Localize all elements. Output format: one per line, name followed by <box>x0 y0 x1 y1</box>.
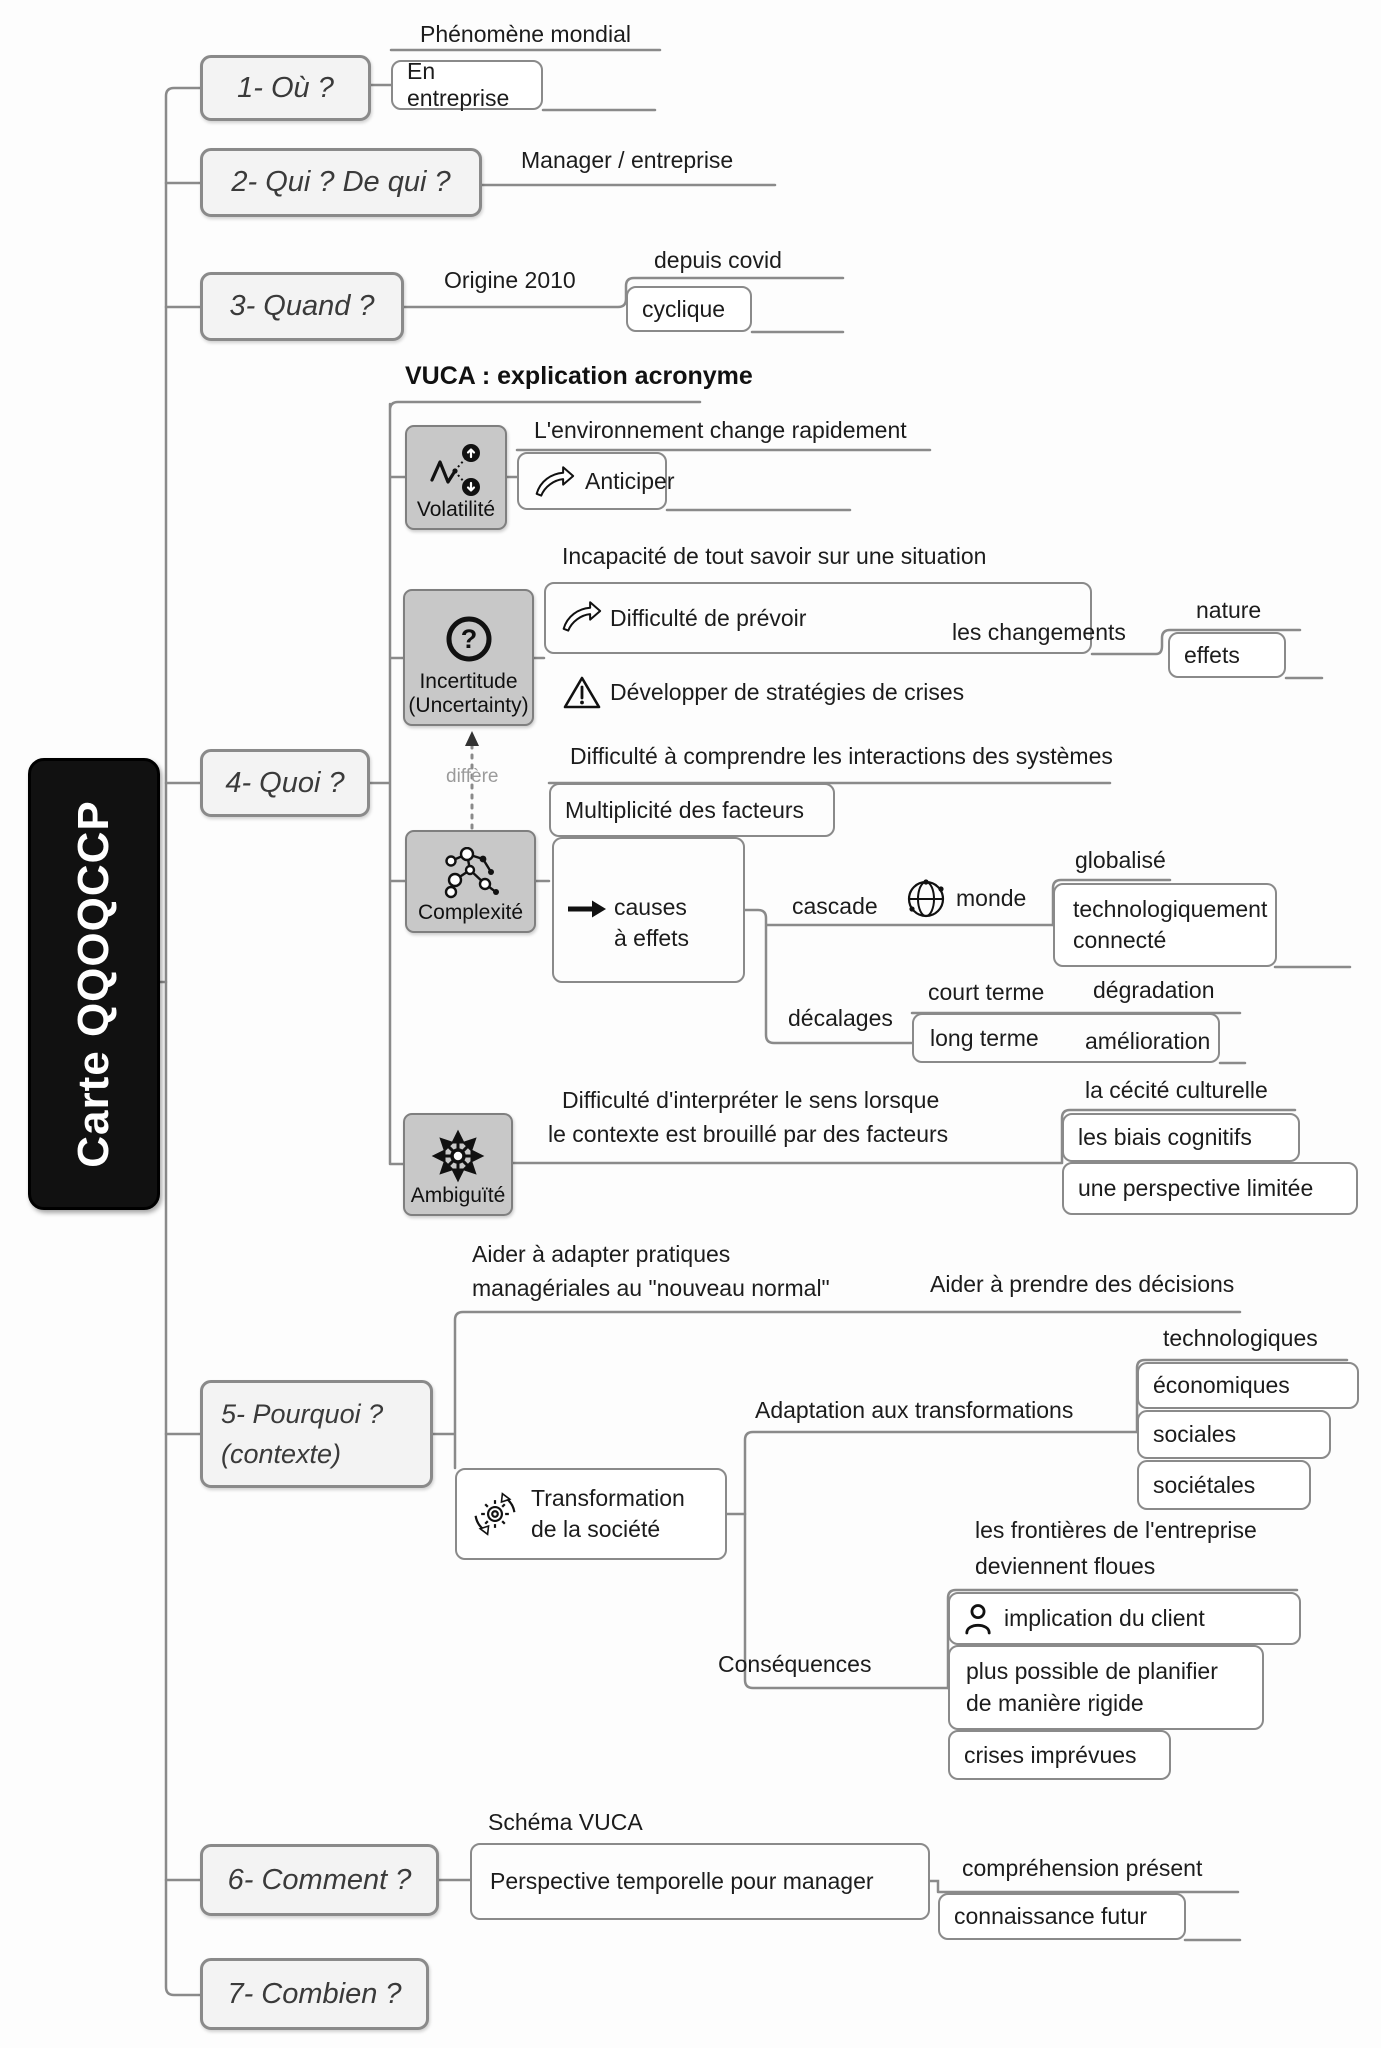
node-q2-qui[interactable] <box>200 148 482 217</box>
complexite-label: Complexité <box>417 900 524 924</box>
differs-label: diffère <box>446 766 499 787</box>
node-long-terme[interactable]: long terme <box>930 1025 1039 1051</box>
node-economiques[interactable] <box>1137 1362 1359 1409</box>
node-q6-label: 6- Comment ? <box>227 1863 412 1896</box>
node-q5-label-line1: 5- Pourquoi ? <box>221 1398 384 1429</box>
node-aider-adapter-line1[interactable]: Aider à adapter pratiques <box>472 1241 731 1267</box>
societales-label: sociétales <box>1153 1471 1256 1498</box>
node-biais-cognitifs[interactable] <box>1062 1113 1300 1162</box>
planifier-line1: plus possible de planifier <box>966 1658 1218 1685</box>
node-technologiquement-connecte[interactable] <box>1053 883 1277 967</box>
network-icon <box>439 847 503 901</box>
node-q2-label: 2- Qui ? De qui ? <box>231 166 451 198</box>
transformation-gear-icon <box>471 1490 519 1538</box>
node-adaptation-transformations[interactable]: Adaptation aux transformations <box>755 1397 1074 1423</box>
causes-arrow-icon <box>566 898 606 920</box>
node-q4-quoi[interactable] <box>200 749 370 817</box>
node-en-entreprise[interactable] <box>391 60 543 110</box>
node-difficulte-comprendre[interactable]: Difficulté à comprendre les interactions des systèmes <box>570 743 1113 769</box>
node-ambiguite-desc2[interactable]: le contexte est brouillé par des facteurs <box>548 1121 949 1147</box>
node-q3-quand[interactable] <box>200 272 404 341</box>
node-perspective-temporelle[interactable] <box>470 1843 930 1920</box>
node-technologiques[interactable]: technologiques <box>1163 1325 1318 1351</box>
node-globalise[interactable]: globalisé <box>1075 847 1166 873</box>
node-cecite-culturelle[interactable]: la cécité culturelle <box>1085 1077 1268 1103</box>
node-anticiper[interactable] <box>517 452 675 510</box>
node-q6-comment[interactable] <box>200 1844 439 1916</box>
node-schema-vuca[interactable]: Schéma VUCA <box>488 1809 643 1835</box>
warning-icon <box>562 674 602 712</box>
node-implication-client[interactable] <box>948 1592 1301 1645</box>
incertitude-label-line2: (Uncertainty) <box>408 693 529 717</box>
node-incertitude[interactable] <box>403 589 534 726</box>
node-q3-label: 3- Quand ? <box>229 290 375 322</box>
causes-line2: à effets <box>614 925 690 952</box>
globe-icon <box>903 876 949 922</box>
node-incapacite[interactable]: Incapacité de tout savoir sur une situation <box>562 543 987 569</box>
biais-label: les biais cognitifs <box>1078 1124 1252 1150</box>
node-decalages[interactable]: décalages <box>788 1005 893 1031</box>
cyclique-label: cyclique <box>642 295 726 322</box>
node-ambiguite-desc1[interactable]: Difficulté d'interpréter le sens lorsque <box>562 1087 940 1113</box>
node-complexite[interactable] <box>405 830 536 933</box>
node-q7-combien[interactable] <box>200 1958 429 2030</box>
tech-line2: connecté <box>1073 927 1167 953</box>
node-nature[interactable]: nature <box>1196 597 1262 623</box>
ambiguite-label: Ambiguïté <box>410 1183 506 1207</box>
node-q5-label-line2: (contexte) <box>221 1439 342 1469</box>
node-les-changements[interactable]: les changements <box>952 619 1126 645</box>
implication-label: implication du client <box>1004 1605 1205 1631</box>
transformation-line2: de la société <box>531 1516 661 1542</box>
node-crises-imprevues[interactable] <box>948 1730 1171 1780</box>
node-sociales[interactable] <box>1137 1410 1331 1459</box>
causes-line1: causes <box>614 894 687 920</box>
node-planifier-rigide[interactable] <box>948 1645 1264 1730</box>
root-node[interactable] <box>28 758 160 1210</box>
node-perspective-limitee[interactable] <box>1062 1162 1358 1215</box>
en-entreprise-label: En entreprise <box>407 58 510 111</box>
node-consequences[interactable]: Conséquences <box>718 1651 872 1677</box>
node-cascade[interactable]: cascade <box>792 893 878 919</box>
node-q1-label: 1- Où ? <box>237 71 334 104</box>
causes-effets-label <box>614 892 689 954</box>
vuca-header: VUCA : explication acronyme <box>405 362 753 390</box>
node-q5-pourquoi[interactable] <box>200 1380 433 1488</box>
connaissance-label: connaissance futur <box>954 1903 1148 1929</box>
effets-label: effets <box>1184 641 1240 668</box>
crises-label: crises imprévues <box>964 1741 1137 1768</box>
node-q4-label: 4- Quoi ? <box>225 766 345 799</box>
node-origine-2010[interactable]: Origine 2010 <box>444 267 576 293</box>
node-multiplicite[interactable] <box>549 783 835 837</box>
multiplicite-label: Multiplicité des facteurs <box>565 796 805 823</box>
node-q1-ou[interactable] <box>200 55 371 121</box>
node-phenomene-mondial[interactable]: Phénomène mondial <box>420 21 631 47</box>
node-comprehension-present[interactable]: compréhension présent <box>962 1855 1203 1881</box>
volatilite-label: Volatilité <box>416 497 496 521</box>
node-strategies-crises[interactable]: Développer de stratégies de crises <box>610 679 965 705</box>
svg-text:?: ? <box>460 623 477 654</box>
node-transformation-societe[interactable] <box>455 1468 727 1560</box>
node-societales[interactable] <box>1137 1460 1311 1510</box>
tech-line1: technologiquement <box>1073 895 1268 922</box>
node-aider-decisions[interactable]: Aider à prendre des décisions <box>930 1271 1235 1297</box>
node-q7-label: 7- Combien ? <box>227 1977 402 2010</box>
person-icon <box>964 1603 992 1635</box>
perspective-temporelle-label: Perspective temporelle pour manager <box>490 1868 874 1894</box>
ambiguity-icon <box>430 1128 486 1184</box>
node-environnement-change[interactable]: L'environnement change rapidement <box>534 417 907 443</box>
anticipate-arrow-icon <box>533 465 575 497</box>
node-ambiguite[interactable] <box>403 1113 513 1216</box>
predict-arrow-icon <box>560 600 602 632</box>
node-volatilite[interactable] <box>405 425 507 530</box>
perspective-limitee-label: une perspective limitée <box>1078 1175 1314 1201</box>
node-depuis-covid[interactable]: depuis covid <box>654 247 782 273</box>
economiques-label: économiques <box>1153 1372 1290 1398</box>
node-monde[interactable]: monde <box>956 885 1027 911</box>
node-frontieres-line2[interactable]: deviennent floues <box>975 1553 1156 1579</box>
node-court-terme[interactable]: court terme <box>928 979 1045 1005</box>
node-degradation[interactable]: dégradation <box>1093 977 1215 1003</box>
transformation-label <box>531 1483 685 1545</box>
root-title: Carte QQOQCCP <box>69 800 119 1168</box>
node-frontieres-line1[interactable]: les frontières de l'entreprise <box>975 1517 1257 1543</box>
transformation-line1: Transformation <box>531 1484 685 1511</box>
incertitude-label-line1: Incertitude <box>419 669 518 693</box>
sociales-label: sociales <box>1153 1421 1237 1447</box>
anticiper-label: Anticiper <box>585 467 675 494</box>
volatility-icon <box>427 442 485 498</box>
differs-arrowhead <box>465 731 479 746</box>
node-connaissance-futur[interactable] <box>938 1893 1186 1940</box>
planifier-line2: de manière rigide <box>966 1689 1144 1716</box>
node-aider-adapter-line2[interactable]: managériales au "nouveau normal" <box>472 1275 830 1301</box>
node-difficulte-prevoir[interactable]: Difficulté de prévoir <box>610 605 807 631</box>
node-amelioration[interactable]: amélioration <box>1085 1028 1211 1054</box>
node-effets[interactable] <box>1168 632 1286 678</box>
question-icon <box>441 610 497 670</box>
node-cyclique[interactable] <box>626 286 752 332</box>
node-manager-entreprise[interactable]: Manager / entreprise <box>521 147 734 173</box>
